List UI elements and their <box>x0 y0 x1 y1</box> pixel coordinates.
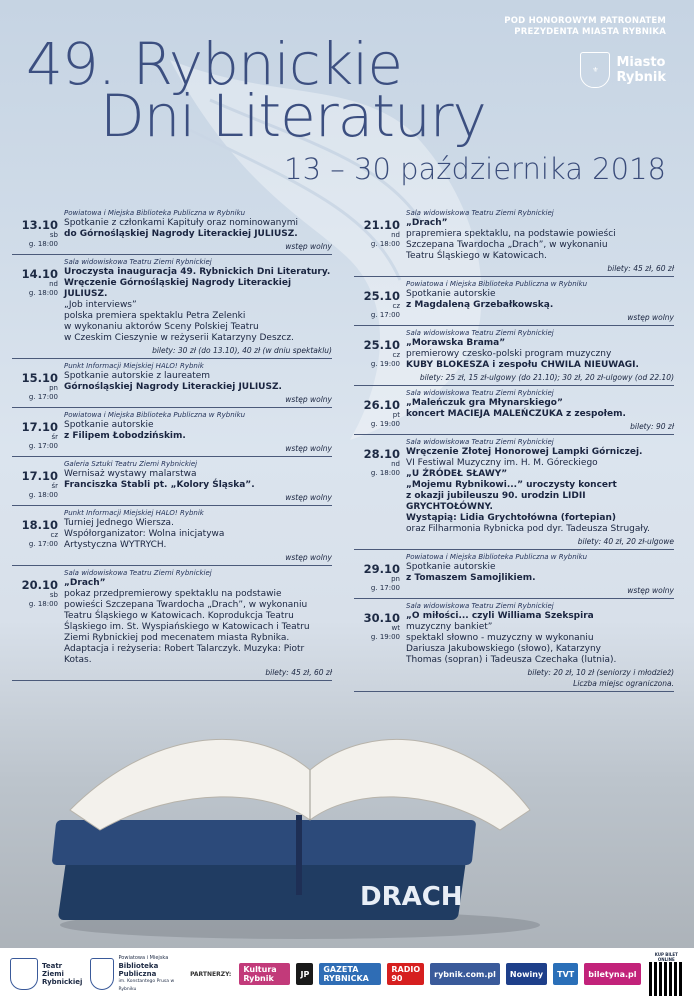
event-date-value: 15.10 <box>21 371 58 385</box>
event-line: Ziemi Rybnickiej pod mecenatem miasta Rybnika. <box>64 633 290 643</box>
event-line: Spotkanie z członkami Kapituły oraz nominowanymi <box>64 218 298 228</box>
event-line: Spotkanie autorskie <box>406 289 496 299</box>
event-line: Thomas (sopran) i Tadeusza Czechaka (lutnia). <box>406 655 617 665</box>
event-date-value: 30.10 <box>363 611 400 625</box>
event-price: wstęp wolny <box>285 395 332 404</box>
event-line: KUBY BLOKESZA i zespołu CHWILA NIEUWAGI. <box>406 360 639 370</box>
event-date-value: 17.10 <box>21 469 58 483</box>
event-date <box>354 399 400 429</box>
event-entry <box>354 326 674 386</box>
event-venue: Punkt Informacji Miejskiej HALO! Rybnik <box>64 362 204 370</box>
event-day: nd <box>49 280 58 288</box>
event-line: „Morawska Brama” <box>406 338 506 348</box>
partner-logo: TVT <box>553 963 578 985</box>
event-description <box>406 218 674 262</box>
event-line: Artystyczna WYTRYCH. <box>64 540 167 550</box>
event-entry <box>12 457 332 506</box>
biblioteka-top: Powiatowa i Miejska <box>118 955 169 961</box>
event-line: spektakl słowno - muzyczny w wykonaniu <box>406 633 594 643</box>
event-date <box>354 612 400 642</box>
event-date <box>12 470 58 500</box>
event-line: „Drach” <box>406 218 448 228</box>
event-note: Liczba miejsc ograniczona. <box>573 679 674 688</box>
event-line: Uroczysta inauguracja 49. Rybnickich Dni Literatury. <box>64 267 331 277</box>
partner-logo: Nowiny <box>506 963 547 985</box>
event-date-value: 25.10 <box>363 338 400 352</box>
event-description <box>406 398 674 420</box>
event-price: bilety: 40 zł, 20 zł-ulgowe <box>577 537 674 546</box>
event-venue: Powiatowa i Miejska Biblioteka Publiczna w Rybniku <box>64 411 246 419</box>
event-day: wt <box>391 624 400 632</box>
event-date-value: 29.10 <box>363 562 400 576</box>
event-venue: Powiatowa i Miejska Biblioteka Publiczna w Rybniku <box>406 280 588 288</box>
event-line: Wystąpią: Lidia Grychtołówna (fortepian) <box>406 513 616 523</box>
event-price: wstęp wolny <box>285 493 332 502</box>
teatr-line-1: Teatr <box>42 962 63 970</box>
patron-line-1: POD HONOROWYM PATRONATEM <box>504 16 666 26</box>
event-venue: Sala widowiskowa Teatru Ziemi Rybnickiej <box>406 329 554 337</box>
event-entry <box>12 566 332 681</box>
title-line-2: Dni Literatury <box>100 82 486 150</box>
event-venue: Powiatowa i Miejska Biblioteka Publiczna w Rybniku <box>406 553 588 561</box>
event-day: sb <box>49 231 58 239</box>
city-logo <box>580 52 666 88</box>
event-line: „Job interviews” <box>64 300 137 310</box>
event-line: z Filipem Łobodzińskim. <box>64 431 186 441</box>
event-description <box>406 447 674 535</box>
event-entry <box>12 506 332 566</box>
footer-sponsors <box>0 948 694 1000</box>
event-description <box>64 518 332 551</box>
event-entry <box>12 408 332 457</box>
event-description <box>406 562 674 584</box>
event-line: Wręczenie Złotej Honorowej Lampki Górniczej. <box>406 447 643 457</box>
event-day: śr <box>51 433 58 441</box>
event-price: wstęp wolny <box>627 586 674 595</box>
partner-logo: rybnik.com.pl <box>430 963 500 985</box>
event-line: Wręczenie Górnośląskiej Nagrody Literackiej JULIUSZ. <box>64 278 292 299</box>
event-venue: Sala widowiskowa Teatru Ziemi Rybnickiej <box>64 569 212 577</box>
event-time: g. 19:00 <box>370 420 400 428</box>
teatr-crest-icon <box>10 958 38 990</box>
event-day: cz <box>392 302 400 310</box>
event-line: premierowy czesko-polski program muzyczny <box>406 349 612 359</box>
event-date-value: 17.10 <box>21 420 58 434</box>
event-line: „Drach” <box>64 578 106 588</box>
event-price: wstęp wolny <box>627 313 674 322</box>
event-date <box>12 579 58 609</box>
partner-logo: GAZETA RYBNICKA <box>319 963 381 985</box>
event-line: Turniej Jednego Wiersza. <box>64 518 174 528</box>
event-entry <box>354 550 674 599</box>
event-date <box>12 268 58 298</box>
patron-line-2: PREZYDENTA MIASTA RYBNIKA <box>514 27 666 37</box>
event-line: z okazji jubileuszu 90. urodzin LIDII GRYCHTOŁÓWNY. <box>406 491 586 512</box>
event-day: cz <box>392 351 400 359</box>
event-date-value: 25.10 <box>363 289 400 303</box>
event-date-value: 14.10 <box>21 267 58 281</box>
event-line: pokaz przedpremierowy spektaklu na podstawie <box>64 589 282 599</box>
city-line-1: Miasto <box>616 55 666 70</box>
event-line: Spotkanie autorskie <box>406 562 496 572</box>
event-venue: Sala widowiskowa Teatru Ziemi Rybnickiej <box>406 438 554 446</box>
event-line: VI Festiwal Muzyczny im. H. M. Góreckiego <box>406 458 598 468</box>
partner-logo: biletyna.pl <box>584 963 640 985</box>
event-time: g. 17:00 <box>370 311 400 319</box>
event-venue: Sala widowiskowa Teatru Ziemi Rybnickiej <box>406 602 554 610</box>
event-venue: Galeria Sztuki Teatru Ziemi Rybnickiej <box>64 460 198 468</box>
event-venue: Sala widowiskowa Teatru Ziemi Rybnickiej <box>406 209 554 217</box>
event-date <box>12 421 58 451</box>
partner-logo: Kultura Rybnik <box>239 963 290 985</box>
event-day: pt <box>392 411 400 419</box>
event-description <box>64 218 332 240</box>
event-price: wstęp wolny <box>285 444 332 453</box>
event-time: g. 18:00 <box>28 600 58 608</box>
title-line-1: 49. Rybnickie <box>26 30 403 98</box>
event-line: koncert MACIEJA MALEŃCZUKA z zespołem. <box>406 409 626 419</box>
event-date <box>354 290 400 320</box>
event-line: „O miłości... czyli Williama Szekspira <box>406 611 594 621</box>
event-line: Dariusza Jakubowskiego (słowo), Katarzyny <box>406 644 601 654</box>
events-right-column <box>354 206 674 692</box>
event-line: powieści Szczepana Twardocha „Drach”, w wykonaniu <box>64 600 308 610</box>
event-day: pn <box>49 384 58 392</box>
event-line: Teatru Śląskiego w Katowicach. <box>406 251 547 261</box>
event-line: Adaptacja i reżyseria: Robert Talarczyk. Muzyka: Piotr Kotas. <box>64 644 305 665</box>
partners-label: PARTNERZY: <box>190 970 232 978</box>
event-date <box>354 448 400 478</box>
city-line-2: Rybnik <box>616 70 666 85</box>
event-description <box>64 469 332 491</box>
event-description <box>406 611 674 666</box>
event-line: oraz Filharmonia Rybnicka pod dyr. Tadeusza Strugały. <box>406 524 650 534</box>
event-entry <box>354 599 674 692</box>
event-day: cz <box>50 531 58 539</box>
patronage-note <box>504 16 666 38</box>
book-spine-title: DRACH <box>360 882 463 912</box>
teatr-line-3: Rybnickiej <box>42 978 83 986</box>
biblioteka-crest-icon <box>90 958 114 990</box>
event-date-value: 26.10 <box>363 398 400 412</box>
event-date-value: 20.10 <box>21 578 58 592</box>
event-price: bilety: 90 zł <box>630 422 674 431</box>
teatr-line-2: Ziemi <box>42 970 64 978</box>
event-description <box>64 420 332 442</box>
event-venue: Sala widowiskowa Teatru Ziemi Rybnickiej <box>64 258 212 266</box>
event-price: bilety: 25 zł, 15 zł-ulgowy (do 21.10); 30 zł, 20 zł-ulgowy (od 22.10) <box>419 373 674 382</box>
event-time: g. 17:00 <box>28 393 58 401</box>
event-line: w Czeskim Cieszynie w reżyserii Katarzyny Deszcz. <box>64 333 294 343</box>
event-entry <box>12 206 332 255</box>
event-price: bilety: 45 zł, 60 zł <box>265 668 332 677</box>
books-illustration <box>30 690 550 940</box>
events-left-column <box>12 206 332 681</box>
event-entry <box>354 277 674 326</box>
qr-block <box>649 952 685 996</box>
event-price: bilety: 45 zł, 60 zł <box>607 264 674 273</box>
event-line: Spotkanie autorskie z laureatem <box>64 371 211 381</box>
event-venue: Sala widowiskowa Teatru Ziemi Rybnickiej <box>406 389 554 397</box>
event-time: g. 19:00 <box>370 633 400 641</box>
event-day: śr <box>51 482 58 490</box>
event-day: nd <box>391 460 400 468</box>
teatr-logo <box>10 958 82 990</box>
event-line: w wykonaniu aktorów Sceny Polskiej Teatru <box>64 322 259 332</box>
biblioteka-line-1: Biblioteka <box>118 962 159 970</box>
event-line: z Tomaszem Samojlikiem. <box>406 573 536 583</box>
event-time: g. 18:00 <box>370 240 400 248</box>
event-entry <box>12 255 332 359</box>
rybnik-crest-icon: ⚜ <box>580 52 610 88</box>
event-line: Szczepana Twardocha „Drach”, w wykonaniu <box>406 240 608 250</box>
event-line: z Magdaleną Grzebałkowską. <box>406 300 554 310</box>
event-description <box>406 289 674 311</box>
event-day: nd <box>391 231 400 239</box>
event-time: g. 18:00 <box>370 469 400 477</box>
event-description <box>64 578 332 666</box>
event-price: wstęp wolny <box>285 553 332 562</box>
event-line: polska premiera spektaklu Petra Zelenki <box>64 311 246 321</box>
event-time: g. 17:00 <box>370 584 400 592</box>
event-line: prapremiera spektaklu, na podstawie powieści <box>406 229 616 239</box>
event-time: g. 18:00 <box>28 491 58 499</box>
event-line: „Mojemu Rybnikowi...” uroczysty koncert <box>406 480 617 490</box>
event-entry <box>354 386 674 435</box>
qr-label[interactable]: KUP BILET ONLINE <box>654 952 678 962</box>
biblioteka-line-2: Publiczna <box>118 970 157 978</box>
event-line: do Górnośląskiej Nagrody Literackiej JULIUSZ. <box>64 229 298 239</box>
event-date-value: 18.10 <box>21 518 58 532</box>
event-line: Górnośląskiej Nagrody Literackiej JULIUSZ. <box>64 382 282 392</box>
event-day: pn <box>391 575 400 583</box>
event-description <box>64 371 332 393</box>
event-date <box>12 519 58 549</box>
event-date <box>12 372 58 402</box>
biblioteka-logo <box>90 954 182 994</box>
festival-dates: 13 – 30 października 2018 <box>284 152 666 186</box>
event-date-value: 21.10 <box>363 218 400 232</box>
event-time: g. 17:00 <box>28 540 58 548</box>
event-date <box>12 219 58 249</box>
event-line: Teatru Śląskiego w Katowicach. Koprodukcja Teatru <box>64 611 294 621</box>
partner-logo: RADIO 90 <box>387 963 424 985</box>
event-entry <box>354 435 674 550</box>
event-price: wstęp wolny <box>285 242 332 251</box>
event-date-value: 28.10 <box>363 447 400 461</box>
event-date-value: 13.10 <box>21 218 58 232</box>
event-description <box>406 338 674 371</box>
event-entry <box>354 206 674 277</box>
partner-logo: JP <box>296 963 313 985</box>
event-line: Franciszka Stabli pt. „Kolory Śląska”. <box>64 480 255 490</box>
event-time: g. 17:00 <box>28 442 58 450</box>
event-time: g. 18:00 <box>28 240 58 248</box>
event-entry <box>12 359 332 408</box>
event-line: Współorganizator: Wolna inicjatywa <box>64 529 225 539</box>
event-day: sb <box>49 591 58 599</box>
event-line: Śląskiego im. St. Wyspiańskiego w Katowicach i Teatru <box>64 622 310 632</box>
event-date <box>354 339 400 369</box>
biblioteka-sub: im. Konstantego Prusa w Rybniku <box>118 979 175 992</box>
event-date <box>354 563 400 593</box>
poster-title <box>26 30 486 150</box>
event-line: „Maleńczuk gra Młynarskiego” <box>406 398 563 408</box>
event-description <box>64 267 332 344</box>
event-price: bilety: 20 zł, 10 zł (seniorzy i młodzież) <box>527 668 674 677</box>
event-date <box>354 219 400 249</box>
event-line: Spotkanie autorskie <box>64 420 154 430</box>
event-line: muzyczny bankiet” <box>406 622 493 632</box>
event-venue: Powiatowa i Miejska Biblioteka Publiczna w Rybniku <box>64 209 246 217</box>
event-line: „U ŹRÓDEŁ SŁAWY” <box>406 469 508 479</box>
event-line: Wernisaż wystawy malarstwa <box>64 469 197 479</box>
event-time: g. 19:00 <box>370 360 400 368</box>
event-venue: Punkt Informacji Miejskiej HALO! Rybnik <box>64 509 204 517</box>
partners-list <box>239 963 640 985</box>
event-time: g. 18:00 <box>28 289 58 297</box>
event-price: bilety: 30 zł (do 13.10), 40 zł (w dniu spektaklu) <box>152 346 332 355</box>
qr-code-icon[interactable] <box>649 962 683 996</box>
